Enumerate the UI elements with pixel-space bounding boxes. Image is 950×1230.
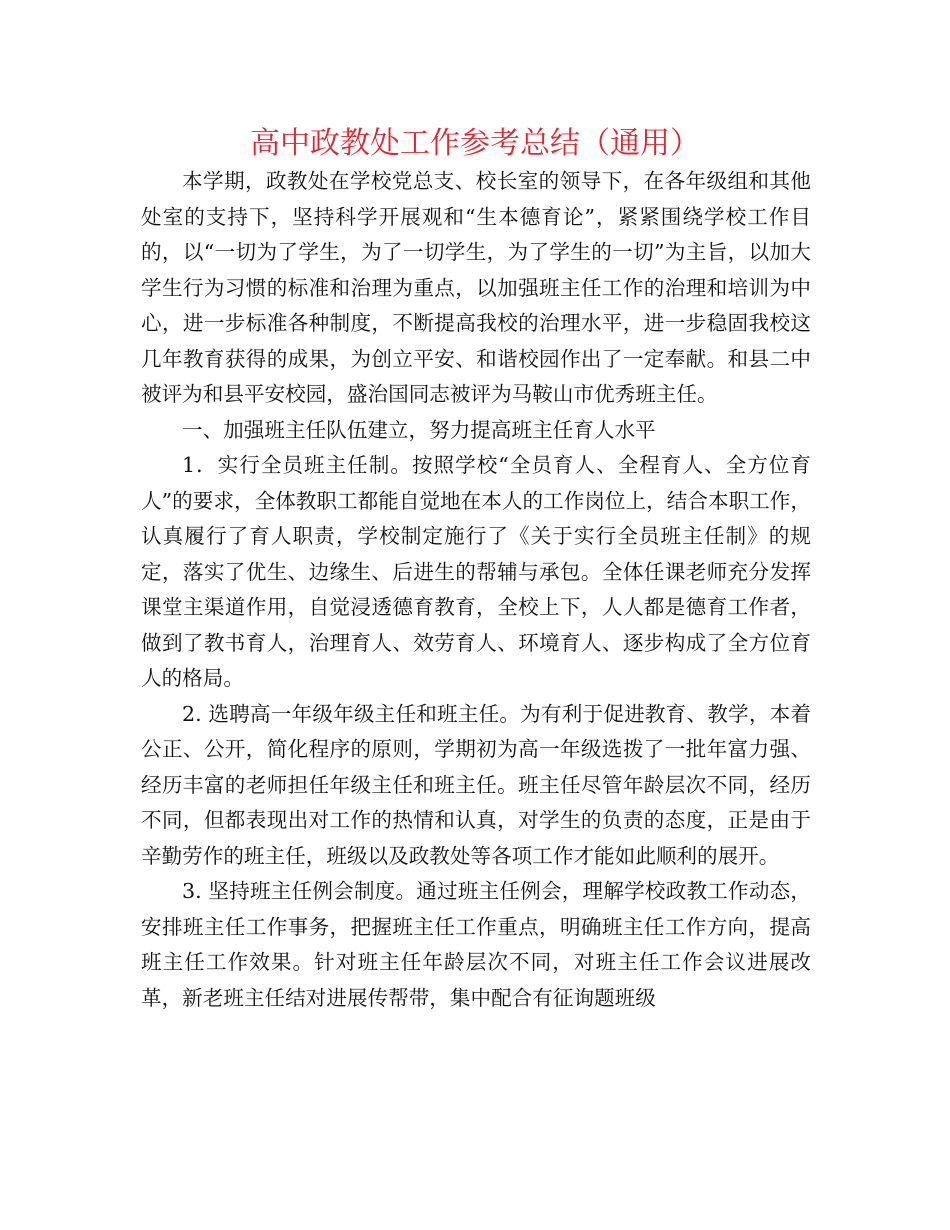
paragraph-item-1: 1．实行全员班主任制。按照学校“全员育人、全程育人、全方位育人”的要求，全体教职工都能自觉地在本人的工作岗位上，结合本职工作，认真履行了育人职责，学校制定施行了《关于实行全员班主任制》的规定，落实了优生、边缘生、后进生的帮辅与承包。全体任课老师充分发挥课堂主渠道作用，自觉浸透德育教育，全校上下，人人都是德育工作者，做到了教书育人，治理育人、效劳育人、环境育人、逐步构成了全方位育人的格局。 — [141, 453, 811, 690]
paragraph-item-3: 3. 坚持班主任例会制度。通过班主任例会，理解学校政教工作动态，安排班主任工作事务，把握班主任工作重点，明确班主任工作方向，提高班主任工作效果。针对班主任年龄层次不同，对班主任工作会议进展改革，新老班主任结对进展传帮带，集中配合有征询题班级 — [141, 879, 811, 1010]
document-body — [141, 164, 811, 1016]
paragraph-item-2: 2. 选聘高一年级年级主任和班主任。为有利于促进教育、教学，本着公正、公开，简化程序的原则，学期初为高一年级选拨了一批年富力强、经历丰富的老师担任年级主任和班主任。班主任尽管年龄层次不同，经历不同，但都表现出对工作的热情和认真，对学生的负责的态度，正是由于辛勤劳作的班主任，班级以及政教处等各项工作才能如此顺利的展开。 — [141, 701, 811, 868]
paragraph-intro: 本学期，政教处在学校党总支、校长室的领导下，在各年级组和其他处室的支持下，坚持科学开展观和“生本德育论”，紧紧围绕学校工作目的，以“一切为了学生，为了一切学生，为了学生的一切”为主旨，以加大学生行为习惯的标准和治理为重点，以加强班主任工作的治理和培训为中心，进一步标准各种制度，不断提高我校的治理水平，进一步稳固我校这几年教育获得的成果，为创立平安、和谐校园作出了一定奉献。和县二中被评为和县平安校园，盛治国同志被评为马鞍山市优秀班主任。 — [141, 169, 811, 406]
document-title: 高中政教处工作参考总结（通用） — [250, 126, 700, 161]
section-heading-1: 一、加强班主任队伍建立，努力提高班主任育人水平 — [182, 417, 656, 442]
